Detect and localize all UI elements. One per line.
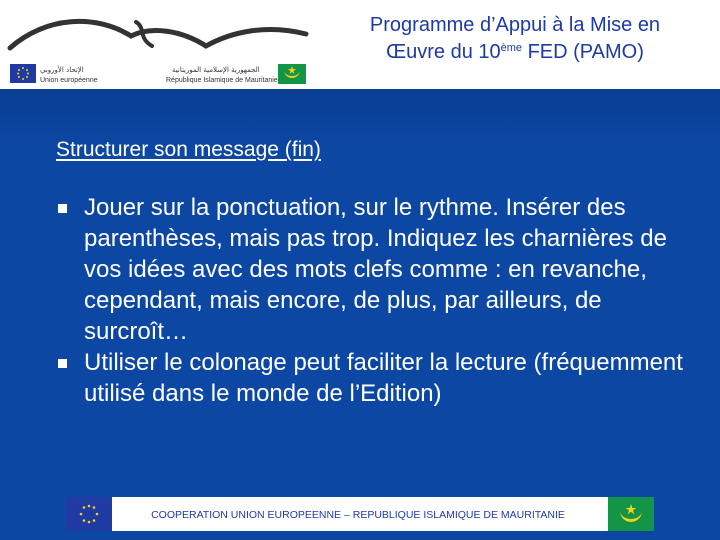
eu-flag-icon [10,64,36,83]
mauritania-flag-icon [608,497,654,531]
eu-flag-icon [66,497,112,531]
bullet-item [54,347,704,409]
slide-title: Structurer son message (fin) [56,138,321,161]
footer [66,497,654,531]
header-title-line1: Programme d’Appui à la Mise en [369,14,661,36]
header-title-line2-b: FED (PAMO) [522,41,644,63]
eu-label: Union européenne [40,77,98,84]
bullet-list [54,192,704,409]
mauritania-flag-icon [278,64,306,84]
bullet-text: Utiliser le colonage peut faciliter la lecture (fréquemment utilisé dans le monde de l’Edition) [84,349,683,407]
square-bullet-icon [58,204,67,213]
header-logo [6,6,316,88]
header-title-line2-a: Œuvre du 10 [386,41,501,63]
bullet-text: Jouer sur la ponctuation, sur le rythme. Insérer des parenthèses, mais pas trop. Indiquez les charnières de vos idées avec des mots clefs comme : en revanche, cependant, mais encore, de plus, par ailleurs, de surcroît… [84,194,667,345]
square-bullet-icon [58,359,67,368]
header [0,0,720,89]
rim-label-arabic: الجمهورية الإسلامية الموريتانية [172,66,260,74]
bullet-item [54,192,704,347]
header-title [316,12,714,66]
dunes-logo [10,21,306,48]
rim-label: République Islamique de Mauritanie [166,77,278,84]
footer-text: COOPERATION UNION EUROPEENNE – REPUBLIQUE ISLAMIQUE DE MAURITANIE [151,509,565,521]
header-title-sup: ème [500,42,523,54]
header-title-line2 [316,39,714,66]
eu-label-arabic: الإتحاد الأوروبي [40,66,84,74]
